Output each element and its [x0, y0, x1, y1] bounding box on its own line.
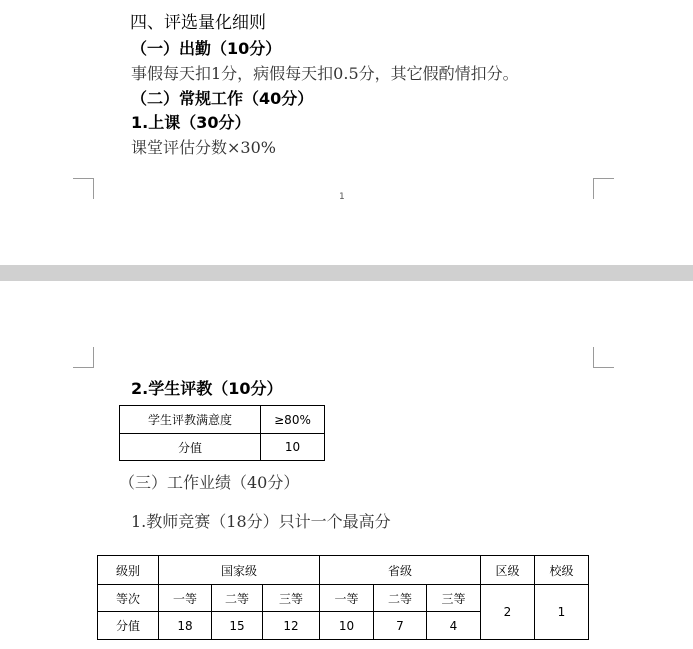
score-row-label: 分值	[98, 612, 159, 640]
score-value: 10	[261, 434, 325, 461]
attendance-text: 事假每天扣1分，病假每天扣0.5分，其它假酌情扣分。	[131, 64, 519, 83]
score-label: 分值	[120, 434, 261, 461]
national-level: 国家级	[159, 556, 320, 585]
lessons-heading: 1.上课（30分）	[131, 113, 251, 132]
school-level: 校级	[535, 556, 589, 585]
contest-score-table	[97, 555, 589, 640]
score-cell: 7	[374, 612, 427, 640]
page-number: 1	[339, 192, 345, 202]
rank-cell: 三等	[263, 585, 320, 612]
lessons-text: 课堂评估分数×30%	[131, 138, 276, 157]
rank-cell: 三等	[427, 585, 481, 612]
satisfaction-label: 学生评教满意度	[120, 406, 261, 434]
margin-corner-top-left	[73, 347, 94, 368]
score-cell: 4	[427, 612, 481, 640]
level-label: 级别	[98, 556, 159, 585]
performance-heading: （三）工作业绩（40分）	[119, 473, 300, 492]
score-cell: 18	[159, 612, 212, 640]
margin-corner-bottom-left	[73, 178, 94, 199]
section-title: 四、评选量化细则	[130, 13, 266, 33]
score-cell: 15	[212, 612, 263, 640]
attendance-heading: （一）出勤（10分）	[131, 39, 282, 58]
rank-cell: 一等	[320, 585, 374, 612]
rank-cell: 一等	[159, 585, 212, 612]
contest-heading: 1.教师竞赛（18分）只计一个最高分	[131, 512, 391, 531]
student-eval-table	[119, 405, 325, 461]
provincial-level: 省级	[320, 556, 481, 585]
school-score: 1	[535, 585, 589, 640]
rank-label: 等次	[98, 585, 159, 612]
student-eval-heading: 2.学生评教（10分）	[131, 379, 283, 398]
routine-heading: （二）常规工作（40分）	[131, 89, 314, 108]
page-gap	[0, 265, 693, 281]
rank-cell: 二等	[212, 585, 263, 612]
score-cell: 10	[320, 612, 374, 640]
score-cell: 12	[263, 612, 320, 640]
rank-cell: 二等	[374, 585, 427, 612]
margin-corner-top-right	[593, 347, 614, 368]
district-level: 区级	[481, 556, 535, 585]
satisfaction-threshold: ≥80%	[261, 406, 325, 434]
margin-corner-bottom-right	[593, 178, 614, 199]
district-score: 2	[481, 585, 535, 640]
